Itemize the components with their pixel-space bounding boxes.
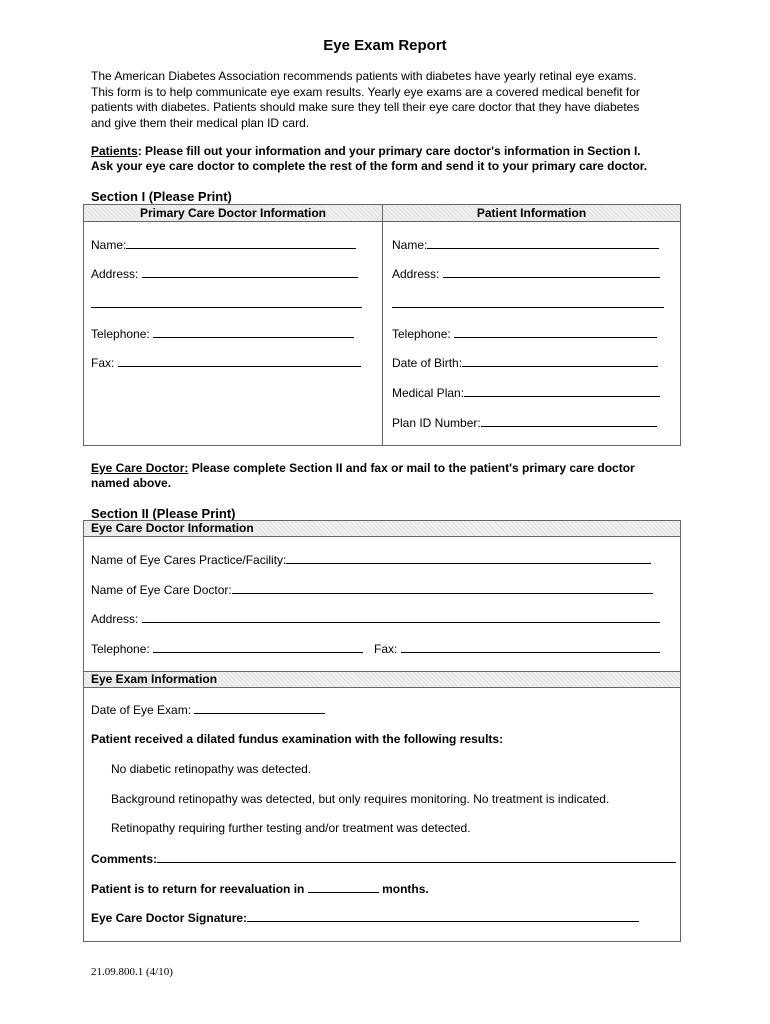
patient-address-field[interactable]	[392, 266, 660, 281]
form-title: Eye Exam Report	[323, 37, 447, 54]
result-option-further-testing[interactable]: Retinopathy requiring further testing and/or treatment was detected.	[111, 821, 471, 835]
section1-title: Section I (Please Print)	[91, 189, 232, 204]
pcp-telephone-field[interactable]	[91, 326, 354, 341]
exam-info-header: Eye Exam Information	[91, 672, 218, 686]
pcp-name-field[interactable]	[91, 237, 356, 252]
intro-line: This form is to help communicate eye exam results. Yearly eye exams are a covered medical benefit for	[91, 84, 640, 99]
eye-practice-label: Name of Eye Cares Practice/Facility:	[91, 553, 287, 567]
patient-medical-plan-label: Medical Plan:	[392, 386, 465, 400]
eye-doctor-info-header: Eye Care Doctor Information	[91, 521, 254, 535]
result-option-background[interactable]: Background retinopathy was detected, but only requires monitoring. No treatment is indicated.	[111, 792, 610, 806]
patient-address-label: Address:	[392, 267, 440, 281]
reevaluation-field[interactable]	[91, 881, 429, 896]
patient-telephone-label: Telephone:	[392, 327, 451, 341]
patient-plan-id-label: Plan ID Number:	[392, 416, 481, 430]
dilated-heading: Patient received a dilated fundus examination with the following results:	[91, 732, 504, 746]
pcp-fax-field[interactable]	[91, 355, 361, 370]
comments-field[interactable]	[91, 851, 676, 866]
eye-doctor-label: Eye Care Doctor:	[91, 461, 189, 475]
signature-label: Eye Care Doctor Signature:	[91, 911, 248, 925]
eye-fax-label: Fax:	[374, 642, 398, 656]
exam-date-label: Date of Eye Exam:	[91, 703, 192, 717]
patients-instruction-text: : Please fill out your information and your primary care doctor's information in Section I.	[137, 144, 641, 158]
patient-dob-field[interactable]	[392, 355, 658, 370]
eye-telephone-field[interactable]	[91, 641, 363, 656]
exam-info-bar	[84, 671, 680, 688]
pcp-address-line2[interactable]	[91, 296, 362, 311]
patient-plan-id-field[interactable]	[392, 415, 657, 430]
patients-instruction-text-2: Ask your eye care doctor to complete the rest of the form and send it to your primary care doctor.	[91, 159, 648, 173]
exam-date-field[interactable]	[91, 702, 325, 717]
eye-telephone-label: Telephone:	[91, 642, 150, 656]
eye-doctor-info-bar	[84, 521, 680, 537]
comments-label: Comments:	[91, 852, 158, 866]
eye-doctor-instruction	[91, 461, 691, 491]
section2-title: Section II (Please Print)	[91, 506, 236, 521]
eye-fax-field[interactable]	[374, 641, 660, 656]
reeval-suffix: months.	[382, 882, 429, 896]
pcp-address-label: Address:	[91, 267, 139, 281]
form-number: 21.09.800.1 (4/10)	[91, 966, 173, 978]
pcp-fax-label: Fax:	[91, 356, 115, 370]
patient-name-label: Name:	[392, 238, 428, 252]
eye-doctor-name-field[interactable]	[91, 582, 653, 597]
signature-field[interactable]	[91, 910, 639, 925]
result-option-none[interactable]: No diabetic retinopathy was detected.	[111, 762, 312, 776]
pcp-address-field[interactable]	[91, 266, 358, 281]
eye-doctor-name-label: Name of Eye Care Doctor:	[91, 583, 232, 597]
pcp-name-label: Name:	[91, 238, 127, 252]
eye-address-label: Address:	[91, 612, 139, 626]
intro-line: patients with diabetes. Patients should make sure they tell their eye care doctor that they have diabetes	[91, 100, 640, 114]
eye-practice-field[interactable]	[91, 552, 651, 567]
eye-doctor-instruction-text-2: named above.	[91, 476, 172, 490]
patients-instruction	[91, 144, 691, 174]
patient-address-line2[interactable]	[392, 296, 664, 311]
pcp-info-header: Primary Care Doctor Information	[139, 206, 327, 220]
pcp-telephone-label: Telephone:	[91, 327, 150, 341]
patient-info-header: Patient Information	[476, 206, 587, 220]
patient-telephone-field[interactable]	[392, 326, 657, 341]
section1-divider	[382, 205, 383, 445]
reeval-prefix: Patient is to return for reevaluation in	[91, 882, 305, 896]
patient-dob-label: Date of Birth:	[392, 356, 463, 370]
intro-paragraph	[91, 69, 691, 131]
patient-medical-plan-field[interactable]	[392, 385, 660, 400]
eye-doctor-instruction-text: Please complete Section II and fax or mail to the patient's primary care doctor	[188, 461, 635, 475]
patient-name-field[interactable]	[392, 237, 659, 252]
intro-line: and give them their medical plan ID card.	[91, 115, 310, 130]
patients-label: Patients	[91, 144, 138, 158]
eye-address-field[interactable]	[91, 611, 660, 626]
intro-line: The American Diabetes Association recommends patients with diabetes have yearly retinal eye exams.	[91, 69, 637, 83]
